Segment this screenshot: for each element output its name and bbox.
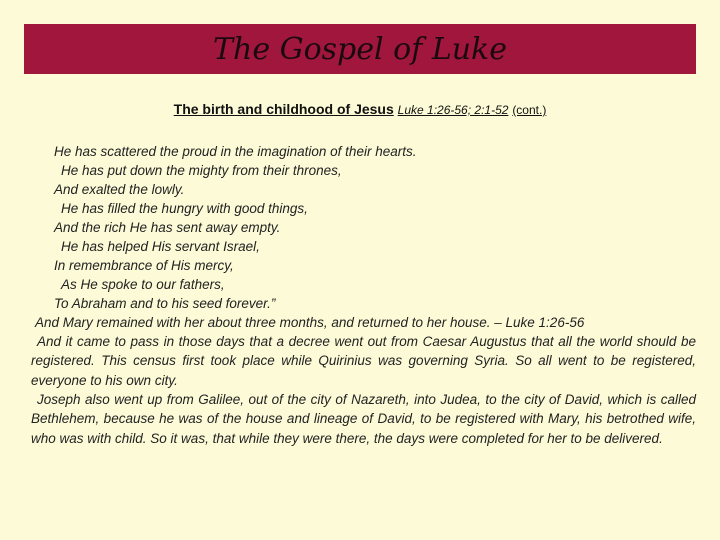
paragraph: And Mary remained with her about three months, and returned to her house. – Luke 1:26-56 [35,315,585,330]
poem-line: As He spoke to our fathers, [61,277,225,292]
poem-line: To Abraham and to his seed forever.” [54,296,276,311]
poem-line: In remembrance of His mercy, [54,258,234,273]
paragraph: Joseph also went up from Galilee, out of the city of Nazareth, into Judea, to the city of David, which is called Bethlehem, because he was of the house and lineage of David, to be registered with Mary, his betrothed wife, who was with child. So it was, that while they were there, the days were completed for her to be delivered. [31,392,696,446]
title-banner [24,24,696,74]
subtitle-reference: Luke 1:26-56; 2:1-52 [397,103,509,117]
paragraph: And it came to pass in those days that a decree went out from Caesar Augustus that all the world should be registered. This census first took place while Quirinius was governing Syria. So all went to be registered, everyone to his own city. [31,334,696,388]
subtitle [0,101,720,117]
poem-line: And the rich He has sent away empty. [54,220,281,235]
poem-line: He has filled the hungry with good things, [61,201,308,216]
poem-line: And exalted the lowly. [54,182,185,197]
page-title: The Gospel of Luke [212,31,507,67]
poem-line: He has scattered the proud in the imagination of their hearts. [54,144,417,159]
poem-line: He has put down the mighty from their thrones, [61,163,342,178]
subtitle-main: The birth and childhood of Jesus [173,101,394,117]
poem-line: He has helped His servant Israel, [61,239,260,254]
subtitle-cont: (cont.) [512,103,547,117]
